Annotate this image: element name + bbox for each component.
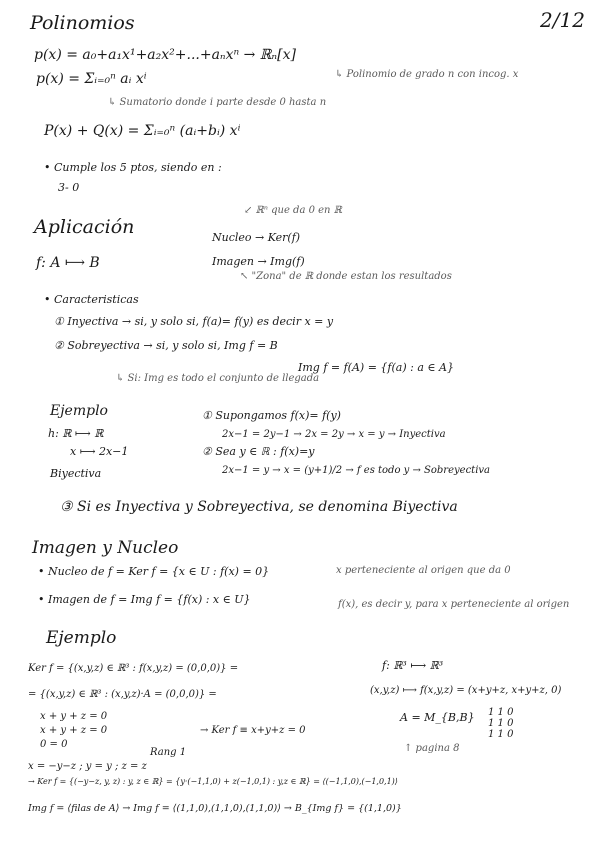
section-title-imagen-nucleo: Imagen y Nucleo xyxy=(32,538,179,558)
system-eq-1: x + y + z = 0 xyxy=(40,711,108,722)
matrix-a-row-2: 1 1 0 xyxy=(488,718,514,729)
caracteristicas-heading: • Caracteristicas xyxy=(44,293,139,306)
step-sea-derivation: 2x−1 = y → x = (y+1)/2 → f es todo y → Sobreyectiva xyxy=(222,465,491,476)
biyectiva-label: Biyectiva xyxy=(50,467,102,480)
system-eq-3: 0 = 0 xyxy=(40,739,68,750)
matrix-a-row-1: 1 1 0 xyxy=(488,707,514,718)
ker-step-2: = {(x,y,z) ∈ ℝ³ : (x,y,z)·A = (0,0,0)} = xyxy=(28,689,217,700)
nucleo-ker: Nucleo → Ker(f) xyxy=(212,231,301,244)
section-title-polinomios: Polinomios xyxy=(30,12,135,34)
nucleo-definition: • Nucleo de f = Ker f = {x ∈ U : f(x) = 0} xyxy=(38,565,270,578)
img-final: Img f = ⟨filas de A⟩ → Img f = ⟨(1,1,0),(1,1,0),(1,1,0)⟩ → B_{Img f} = {(1,1,0)} xyxy=(28,803,402,814)
imagen-img: Imagen → Img(f) xyxy=(212,255,305,268)
section-title-aplicacion: Aplicación xyxy=(34,216,135,238)
pagina-reference: ↑ pagina 8 xyxy=(404,743,460,754)
rango-label: Rang 1 xyxy=(150,747,187,758)
step-suppose-derivation: 2x−1 = 2y−1 → 2x = 2y → x = y → Inyectiva xyxy=(222,429,446,440)
map-a-to-b: f: A ⟼ B xyxy=(36,255,100,271)
polynomial-definition: p(x) = a₀+a₁x¹+a₂x²+...+aₙxⁿ → ℝₙ[x] xyxy=(34,47,296,63)
bullet-cumple-sub: 3- 0 xyxy=(58,181,80,194)
imagen-definition: • Imagen de f = Img f = {f(x) : x ∈ U} xyxy=(38,593,251,606)
bullet-cumple: • Cumple los 5 ptos, siendo en : xyxy=(44,161,222,174)
map-rule: (x,y,z) ⟼ f(x,y,z) = (x+y+z, x+y+z, 0) xyxy=(370,685,562,696)
sobreyectiva-definition: Img f = f(A) = {f(a) : a ∈ A} xyxy=(298,361,454,374)
step-sea: ② Sea y ∈ ℝ : f(x)=y xyxy=(202,445,315,458)
matrix-a-label: A = M_{B,B} xyxy=(400,711,475,724)
polynomial-sum: p(x) = Σᵢ₌₀ⁿ aᵢ xⁱ xyxy=(36,71,147,87)
step-suppose: ① Supongamos f(x)= f(y) xyxy=(202,409,341,422)
sobreyectiva-note: ↳ Si: Img es todo el conjunto de llegada xyxy=(116,373,320,384)
h-mapping: x ⟼ 2x−1 xyxy=(70,445,129,458)
ejemplo-heading-2: Ejemplo xyxy=(46,628,117,648)
nucleo-note: x perteneciente al origen que da 0 xyxy=(336,565,511,576)
ejemplo-heading-1: Ejemplo xyxy=(50,403,108,419)
system-eq-2: x + y + z = 0 xyxy=(40,725,108,736)
ker-final: → Ker f = {(−y−z, y, z) : y, z ∈ ℝ} = {y·(−1,1,0) + z(−1,0,1) : y,z ∈ ℝ} = ⟨(−1,1,0),(−1,0,1)⟩ xyxy=(28,777,398,786)
note-r-zero: ↙ ℝⁿ que da 0 en ℝ xyxy=(244,205,342,216)
item-inyectiva: ① Inyectiva → si, y solo si, f(a)= f(y) es decir x = y xyxy=(54,315,334,328)
polynomial-degree-note: ↳ Polinomio de grado n con incog. x xyxy=(335,69,519,80)
imagen-note: f(x), es decir y, para x perteneciente al origen xyxy=(338,599,570,610)
ker-result: → Ker f ≡ x+y+z = 0 xyxy=(200,725,306,736)
map-r3: f: ℝ³ ⟼ ℝ³ xyxy=(382,659,444,672)
ker-step-1: Ker f = {(x,y,z) ∈ ℝ³ : f(x,y,z) = (0,0,0)} = xyxy=(28,663,239,674)
page-number: 2/12 xyxy=(540,8,585,32)
parametric-form: x = −y−z ; y = y ; z = z xyxy=(28,761,147,772)
sum-note: ↳ Sumatorio donde i parte desde 0 hasta n xyxy=(108,97,327,108)
note-zona: ↖ "Zona" de ℝ donde estan los resultados xyxy=(240,271,452,282)
matrix-a-row-3: 1 1 0 xyxy=(488,729,514,740)
h-definition: h: ℝ ⟼ ℝ xyxy=(48,427,104,440)
item-sobreyectiva: ② Sobreyectiva → si, y solo si, Img f = B xyxy=(54,339,278,352)
item-biyectiva: ③ Si es Inyectiva y Sobreyectiva, se denomina Biyectiva xyxy=(60,499,458,515)
polynomial-sum-rule: P(x) + Q(x) = Σᵢ₌₀ⁿ (aᵢ+bᵢ) xⁱ xyxy=(44,123,241,139)
